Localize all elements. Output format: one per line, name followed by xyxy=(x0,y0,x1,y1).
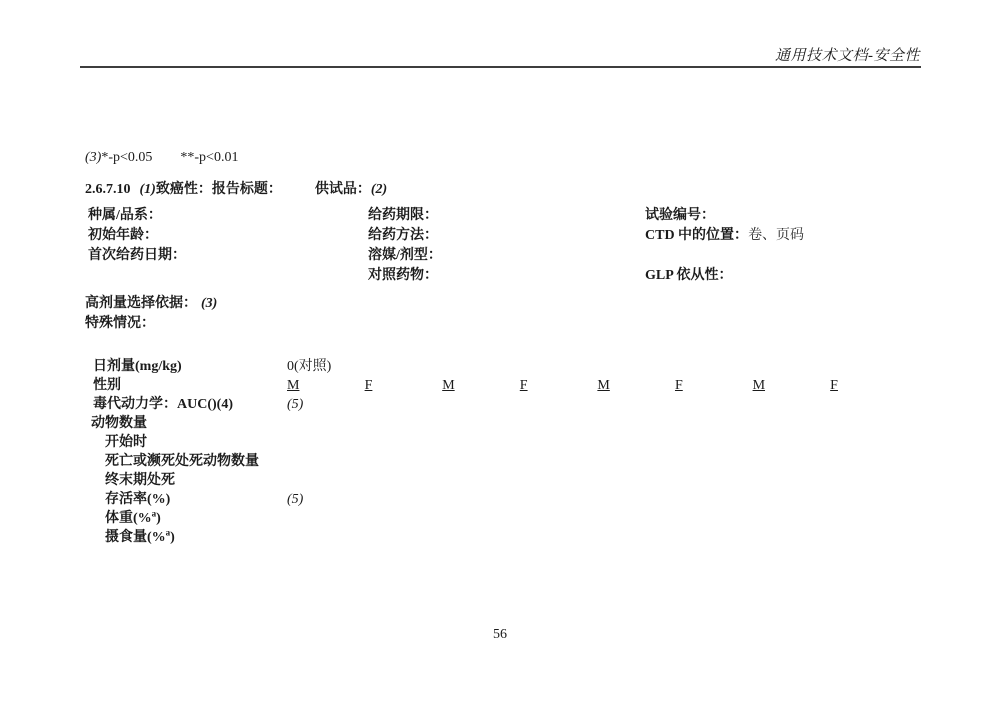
species-strain-label: 种属/品系： xyxy=(88,208,162,223)
food-footnote-marker: a xyxy=(165,527,171,538)
animal-count-label: 动物数量 xyxy=(91,416,147,431)
toxicokinetics-label: 毒代动力学：AUC()(4) xyxy=(93,397,233,412)
info-row-4 xyxy=(88,266,948,286)
section-title: 致癌性：报告标题： xyxy=(155,182,282,197)
study-info-grid xyxy=(88,206,948,286)
terminal-sacrifice-label: 终末期处死 xyxy=(105,473,175,488)
ctd-location-value: 卷、页码 xyxy=(748,228,805,243)
page-number: 56 xyxy=(493,627,507,642)
header-divider xyxy=(80,66,921,68)
sex-col-3: M xyxy=(442,378,455,393)
sex-col-5: M xyxy=(597,378,610,393)
daily-dose-label: 日剂量(mg/kg) xyxy=(93,359,182,374)
vehicle-formulation-label: 溶媒/剂型： xyxy=(368,248,442,263)
glp-compliance-label: GLP 依从性： xyxy=(645,268,733,283)
page-header-title: 通用技术文档-安全性 xyxy=(775,48,920,64)
info-row-1 xyxy=(88,206,948,226)
table-row-survival xyxy=(85,490,965,509)
section-heading xyxy=(85,178,387,198)
body-weight-label: 体重(%$^a$) xyxy=(105,508,161,526)
sex-label: 性别 xyxy=(93,378,121,393)
sex-col-7: M xyxy=(752,378,766,393)
survival-rate-value: (5) xyxy=(287,492,304,507)
sex-col-8: F xyxy=(830,378,838,393)
table-row-at-start xyxy=(85,433,965,452)
dosing-method-label: 给药方法： xyxy=(368,228,438,243)
footnote-ref: (3) xyxy=(85,150,102,165)
table-row-terminal-sacrifice xyxy=(85,471,965,490)
sex-col-4: F xyxy=(519,378,528,393)
info-row-3 xyxy=(88,246,948,266)
daily-dose-value: 0(对照) xyxy=(287,359,332,374)
table-row-daily-dose xyxy=(85,357,965,376)
significance-level-2: **-p<0.01 xyxy=(180,150,239,165)
study-number-label: 试验编号： xyxy=(645,208,715,223)
food-consumption-label: 摄食量(%$^a$) xyxy=(105,527,175,545)
table-row-body-weight xyxy=(85,509,965,528)
at-start-label: 开始时 xyxy=(105,435,147,450)
specimen-label: 供试品： xyxy=(314,182,371,197)
ctd-location-label: CTD 中的位置： xyxy=(645,228,749,243)
sex-col-6: F xyxy=(674,378,683,393)
significance-footnote xyxy=(85,150,238,166)
toxicokinetics-value: (5) xyxy=(287,397,304,412)
body-weight-footnote-marker: a xyxy=(151,508,157,519)
table-row-food-consumption xyxy=(85,528,965,547)
table-row-sex xyxy=(85,376,965,395)
high-dose-rationale-label: 高剂量选择依据： xyxy=(85,296,197,311)
heading-ref-2: (2) xyxy=(370,182,388,197)
first-dose-date-label: 首次给药日期： xyxy=(88,248,186,263)
heading-ref-1: (1) xyxy=(139,182,156,197)
initial-age-label: 初始年龄： xyxy=(88,228,158,243)
significance-level-1: *-p<0.05 xyxy=(101,150,153,165)
sex-col-2: F xyxy=(364,378,373,393)
table-row-died-moribund xyxy=(85,452,965,471)
control-article-label: 对照药物： xyxy=(368,268,438,283)
dosing-duration-label: 给药期限： xyxy=(368,208,438,223)
high-dose-rationale-line xyxy=(85,292,217,312)
high-dose-ref: (3) xyxy=(201,296,218,311)
sex-col-1: M xyxy=(287,378,300,393)
table-row-animal-count xyxy=(85,414,965,433)
table-row-toxicokinetics xyxy=(85,395,965,414)
carcinogenicity-table xyxy=(85,357,965,547)
section-number: 2.6.7.10 xyxy=(85,182,131,197)
info-row-2 xyxy=(88,226,948,246)
survival-rate-label: 存活率(%) xyxy=(105,492,171,507)
special-circumstances-label: 特殊情况： xyxy=(85,316,155,331)
died-moribund-label: 死亡或濒死处死动物数量 xyxy=(105,454,259,469)
